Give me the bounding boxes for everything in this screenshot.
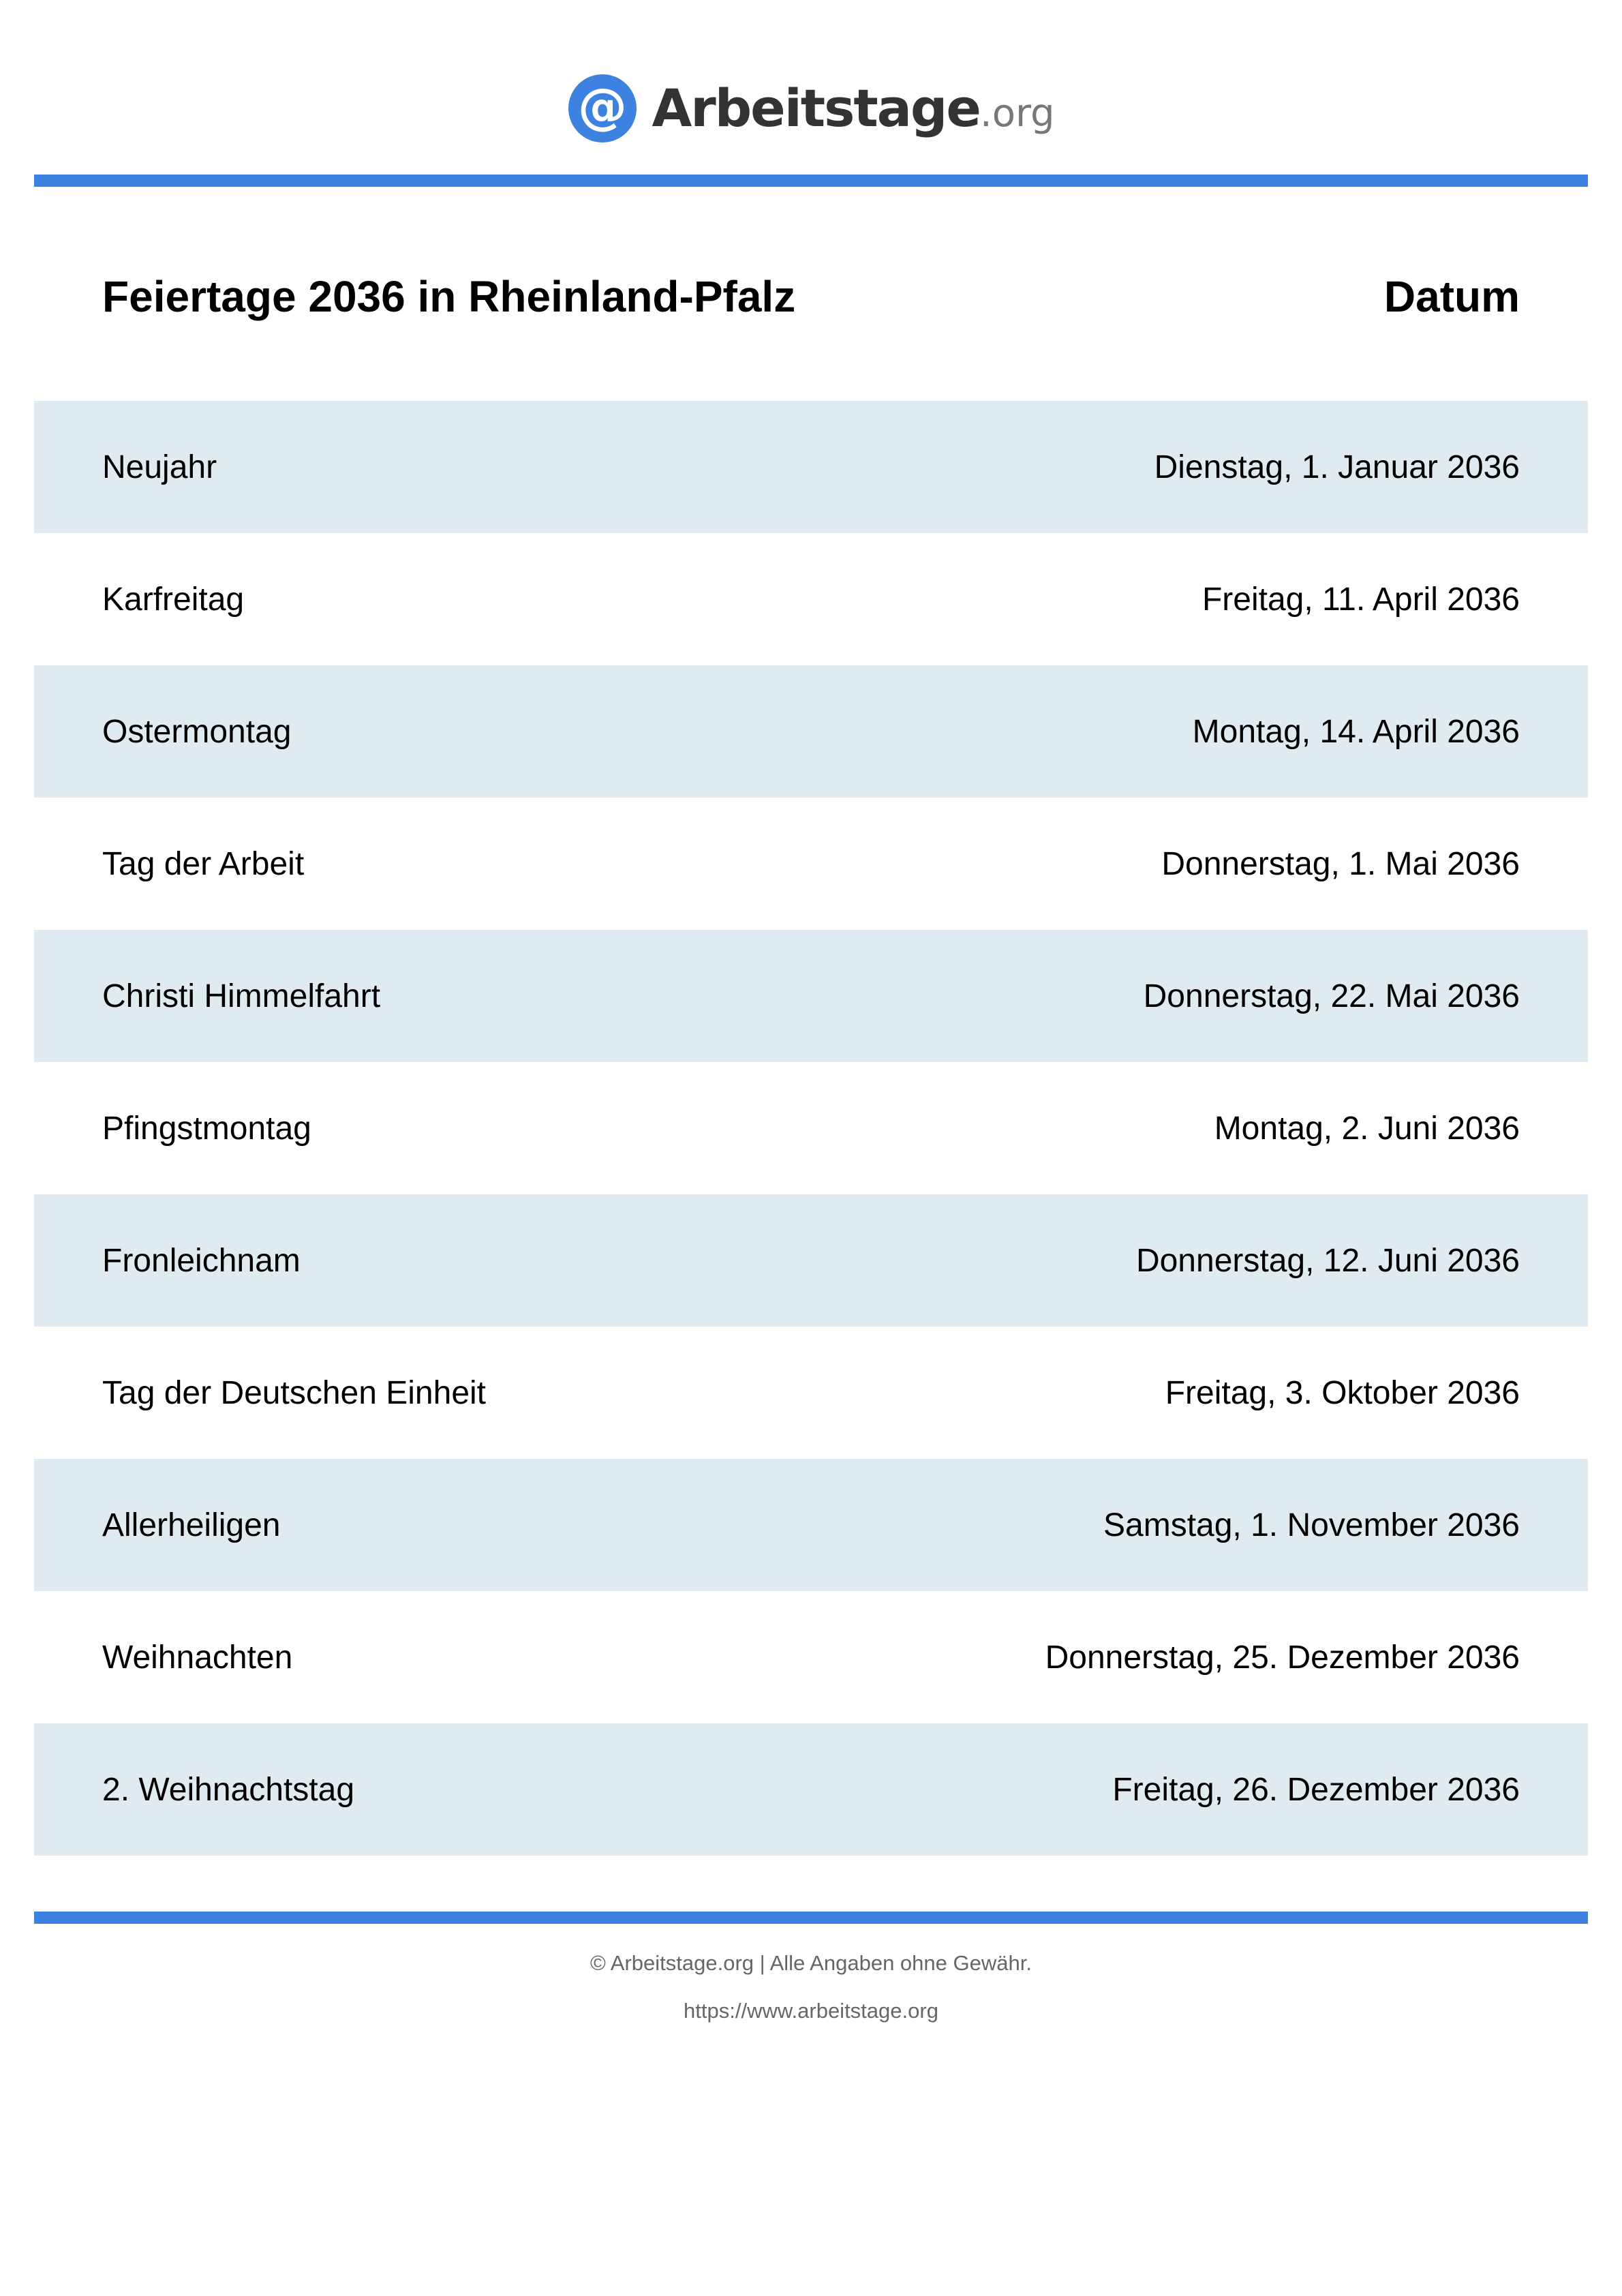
holiday-name: Neujahr xyxy=(102,449,217,485)
holiday-date: Dienstag, 1. Januar 2036 xyxy=(1154,449,1520,485)
holiday-date: Donnerstag, 12. Juni 2036 xyxy=(1135,1242,1520,1279)
holiday-table xyxy=(34,401,1588,1856)
holiday-name: Pfingstmontag xyxy=(102,1110,311,1147)
holiday-date: Donnerstag, 1. Mai 2036 xyxy=(1161,845,1520,882)
holiday-date: Samstag, 1. November 2036 xyxy=(1103,1507,1520,1543)
holiday-name: Christi Himmelfahrt xyxy=(102,978,381,1014)
logo-tld: .org xyxy=(979,91,1055,136)
holiday-name: 2. Weihnachtstag xyxy=(102,1771,355,1808)
holiday-date: Donnerstag, 22. Mai 2036 xyxy=(1143,978,1520,1014)
logo-name: Arbeitstage xyxy=(652,78,980,138)
table-title: Feiertage 2036 in Rheinland-Pfalz xyxy=(102,272,796,321)
holiday-date: Montag, 2. Juni 2036 xyxy=(1214,1110,1520,1147)
holiday-date: Montag, 14. April 2036 xyxy=(1192,713,1520,750)
table-row xyxy=(34,1327,1588,1459)
holiday-name: Fronleichnam xyxy=(102,1242,301,1279)
svg-text:@: @ xyxy=(578,78,628,135)
table-row xyxy=(34,401,1588,533)
date-column-header: Datum xyxy=(1383,272,1520,321)
table-row xyxy=(34,930,1588,1062)
holiday-name: Allerheiligen xyxy=(102,1507,281,1543)
footer-url[interactable]: https://www.arbeitstage.org xyxy=(684,1999,938,2023)
footer-copyright: © Arbeitstage.org | Alle Angaben ohne Gewähr. xyxy=(590,1951,1032,1975)
holiday-name: Karfreitag xyxy=(102,581,245,618)
at-sign-icon xyxy=(567,73,638,144)
site-logo[interactable] xyxy=(0,71,1622,146)
table-row xyxy=(34,1591,1588,1723)
holiday-date: Freitag, 11. April 2036 xyxy=(1202,581,1520,618)
holiday-date: Freitag, 3. Oktober 2036 xyxy=(1165,1374,1520,1411)
holiday-name: Ostermontag xyxy=(102,713,292,750)
holiday-date: Donnerstag, 25. Dezember 2036 xyxy=(1045,1639,1520,1676)
table-row xyxy=(34,1459,1588,1591)
logo-wordmark xyxy=(652,78,1055,138)
table-row xyxy=(34,1723,1588,1856)
holiday-name: Tag der Arbeit xyxy=(102,845,305,882)
bottom-divider xyxy=(34,1912,1588,1924)
holiday-name: Tag der Deutschen Einheit xyxy=(102,1374,487,1411)
holiday-date: Freitag, 26. Dezember 2036 xyxy=(1112,1771,1520,1808)
table-row xyxy=(34,1194,1588,1327)
table-row xyxy=(34,665,1588,798)
table-row xyxy=(34,798,1588,930)
table-header xyxy=(34,266,1588,327)
table-row xyxy=(34,1062,1588,1194)
holiday-name: Weihnachten xyxy=(102,1639,293,1676)
top-divider xyxy=(34,175,1588,187)
table-row xyxy=(34,533,1588,665)
